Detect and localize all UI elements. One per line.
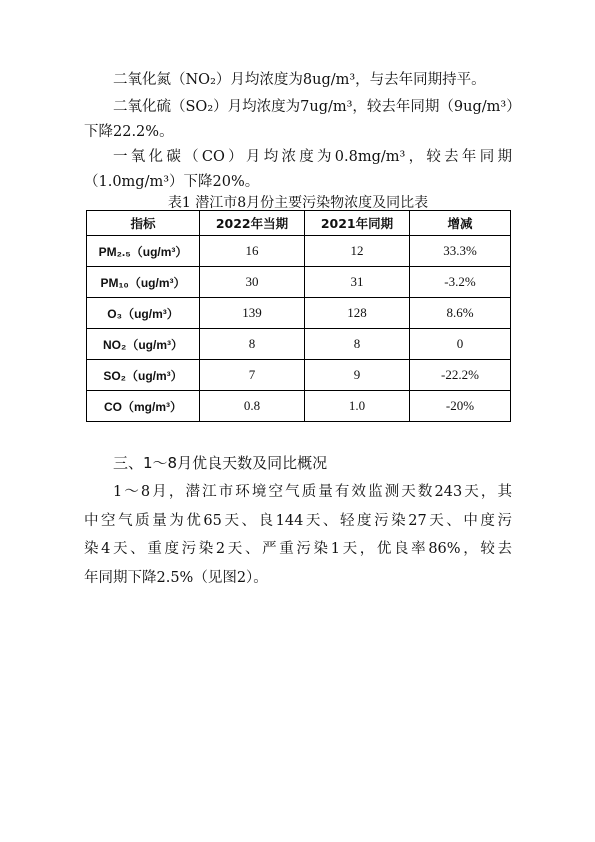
row-change: 33.3% <box>410 236 511 267</box>
co-paragraph <box>84 145 512 195</box>
table-row <box>87 236 511 267</box>
row-change: 0 <box>410 329 511 360</box>
so2-line-1: 二氧化硫（SO₂）月均浓度为7ug/m³，较去年同期（9ug/m³） <box>113 99 521 115</box>
table-row <box>87 267 511 298</box>
row-previous: 128 <box>305 298 410 329</box>
row-indicator: PM₂.₅（ug/m³） <box>87 236 200 267</box>
row-indicator: CO（mg/m³） <box>87 391 200 422</box>
pollutant-table <box>86 210 511 422</box>
row-indicator: SO₂（ug/m³） <box>87 360 200 391</box>
row-change: -22.2% <box>410 360 511 391</box>
body-line-4: 年同期下降2.5%（见图2）。 <box>84 569 268 586</box>
no2-line: 二氧化氮（NO₂）月均浓度为8ug/m³，与去年同期持平。 <box>113 72 486 88</box>
row-change: -20% <box>410 391 511 422</box>
table-row <box>87 298 511 329</box>
header-indicator: 指标 <box>87 211 200 236</box>
body-line-3: 染4天、重度污染2天、严重污染1天，优良率86%，较去 <box>84 541 512 557</box>
so2-line-2: 下降22.2%。 <box>84 124 174 140</box>
row-current: 8 <box>200 329 305 360</box>
table-row <box>87 329 511 360</box>
section-heading: 三、1～8月优良天数及同比概况 <box>113 454 328 472</box>
header-change: 增减 <box>410 211 511 236</box>
body-line-2: 中空气质量为优65天、良144天、轻度污染27天、中度污 <box>84 512 512 529</box>
table-header-row <box>87 211 511 236</box>
row-indicator: PM₁₀（ug/m³） <box>87 267 200 298</box>
so2-paragraph <box>84 95 521 145</box>
row-change: 8.6% <box>410 298 511 329</box>
row-current: 7 <box>200 360 305 391</box>
table-row <box>87 360 511 391</box>
row-previous: 8 <box>305 329 410 360</box>
row-current: 0.8 <box>200 391 305 422</box>
header-current: 2022年当期 <box>200 211 305 236</box>
row-previous: 9 <box>305 360 410 391</box>
row-indicator: NO₂（ug/m³） <box>87 329 200 360</box>
no2-paragraph <box>84 68 512 93</box>
row-previous: 1.0 <box>305 391 410 422</box>
row-current: 16 <box>200 236 305 267</box>
co-line-1: 一氧化碳（CO）月均浓度为0.8mg/m³，较去年同期 <box>113 149 512 165</box>
row-indicator: O₃（ug/m³） <box>87 298 200 329</box>
row-change: -3.2% <box>410 267 511 298</box>
row-previous: 31 <box>305 267 410 298</box>
header-previous: 2021年同期 <box>305 211 410 236</box>
row-previous: 12 <box>305 236 410 267</box>
co-line-2: （1.0mg/m³）下降20%。 <box>84 174 260 190</box>
table-row <box>87 391 511 422</box>
table-caption: 表1 潜江市8月份主要污染物浓度及同比表 <box>167 195 429 211</box>
section-body <box>84 478 512 592</box>
body-line-1: 1～8月，潜江市环境空气质量有效监测天数243天，其 <box>113 484 512 500</box>
row-current: 139 <box>200 298 305 329</box>
row-current: 30 <box>200 267 305 298</box>
